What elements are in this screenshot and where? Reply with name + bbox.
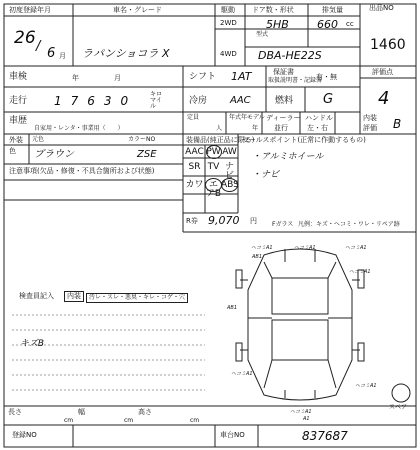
color-label: 色 (9, 147, 16, 155)
spare-label: スペア (389, 404, 408, 411)
handle-value: 左・右 (307, 124, 328, 132)
damage-mark-4: ヘコミA1 (345, 245, 367, 251)
doors-shape: 5HB (266, 18, 289, 31)
equipment-sr: SR (188, 162, 201, 172)
capacity-label: 定員 (187, 114, 200, 121)
warranty-value: 有・無 (316, 73, 337, 81)
height-label: 高さ (138, 408, 152, 416)
sales-point-item-2: ・ナビ (252, 170, 280, 180)
airbag-circle (205, 178, 222, 192)
damage-mark-3: AB1 (252, 254, 263, 260)
equipment-pw: PW (206, 147, 221, 157)
interior-sub: 評価 (363, 124, 377, 132)
equipment-aac: AAC (185, 147, 204, 157)
shift-value: 1AT (231, 70, 252, 83)
recycle-label: R券 (186, 217, 198, 225)
equipment-leather: カワ (185, 180, 204, 190)
exterior-label: 外装 (9, 136, 23, 144)
damage-mark-2: ヘコミA1 (294, 245, 316, 251)
recycle-unit: 円 (250, 217, 257, 225)
glass-label: Fガラス (272, 221, 294, 228)
damage-mark-5: AB1 (227, 305, 238, 311)
history-label: 車歴 (9, 116, 28, 126)
reg-slash: / (36, 39, 41, 54)
reg-year: 26 (14, 28, 36, 48)
drive-4wd: 4WD (220, 50, 237, 58)
length-label: 長さ (8, 408, 22, 416)
month-unit: 月 (59, 52, 66, 60)
dealer-value: 並行 (274, 124, 288, 132)
capacity-unit: 人 (216, 125, 223, 132)
mileage-value: 17630 (54, 94, 138, 108)
width-unit: cm (124, 417, 134, 424)
equipment-tv: TV (207, 162, 220, 172)
length-unit: cm (64, 417, 74, 424)
first-reg-label: 初度登録年月 (9, 6, 51, 14)
interior-label: 内装 (363, 114, 377, 122)
cc-unit: cc (346, 20, 354, 28)
score-label: 評価点 (372, 68, 393, 76)
recycle-value: 9,070 (208, 214, 240, 227)
year-model-unit: 年 (252, 125, 259, 132)
color-value: ブラウン (34, 149, 74, 160)
shaken-label: 車検 (9, 72, 28, 82)
score-value: 4 (378, 88, 390, 109)
mileage-label: 走行 (9, 96, 28, 106)
damage-mark-10: A1 (303, 416, 310, 422)
fuel-label: 燃料 (275, 96, 294, 106)
shaken-month-unit: 月 (114, 74, 121, 82)
interior-tag: 内装 (64, 291, 84, 302)
interior-checks: 汚レ・スレ・悪臭・キレ・コゲ・穴 (86, 293, 188, 303)
chassis-label: 車台NO (220, 431, 245, 439)
equipment-abs: ABS (221, 180, 239, 190)
doors-shape-label: ドア数・形状 (252, 6, 294, 14)
equipment-airbag: エアB (205, 180, 222, 199)
model-label: 型式 (256, 31, 269, 38)
pw-circle (206, 145, 222, 159)
damage-mark-9: ヘコミA1 (290, 409, 312, 415)
car-name: ラパンショコラ (82, 47, 159, 60)
dealer-label: ディーラー (266, 114, 301, 122)
fuel-value: G (323, 92, 334, 107)
height-unit: cm (190, 417, 200, 424)
interior-value: B (393, 117, 402, 131)
warranty-label: 保証書 (273, 68, 294, 76)
chassis-value: 837687 (302, 429, 348, 443)
shaken-year-unit: 年 (72, 74, 79, 82)
original-color-label: 元色 (32, 136, 45, 143)
damage-mark-1: ヘコミA1 (251, 245, 273, 251)
notes-title: 注意事項(欠品・修復・不具合箇所および状態) (9, 167, 155, 175)
drive-label: 駆動 (221, 6, 235, 14)
damage-mark-6: ヘコミA1 (349, 269, 371, 275)
sales-point-item-1: ・アルミホイール (252, 152, 324, 162)
mileage-unit: キロマイル (150, 91, 163, 110)
ac-label: 冷房 (189, 96, 208, 106)
ac-value: AAC (230, 95, 251, 106)
damage-mark-7: ヘコミA1 (231, 371, 253, 377)
lot-label: 出品NO (369, 4, 394, 12)
inspector-label: 検査員記入 (19, 292, 54, 300)
damage-mark-8: ヘコミA1 (355, 383, 377, 389)
warranty-sub: 取扱説明書・記録簿 (268, 77, 323, 84)
model-value: DBA-HE22S (258, 49, 322, 62)
lot-number: 1460 (370, 37, 406, 53)
drive-2wd: 2WD (220, 19, 237, 27)
color-no-label: カラーNO (128, 136, 156, 143)
displacement: 660 (317, 18, 338, 31)
reg-month: 6 (47, 46, 56, 61)
name-grade-label: 車名・グレード (113, 6, 162, 14)
glass-codes: 凡例：キズ・ヘコミ・ワレ・リペア跡 (298, 221, 400, 228)
color-no-value: ZSE (137, 149, 157, 160)
handle-label: ハンドル (305, 114, 333, 122)
abs-circle (221, 178, 238, 192)
width-label: 幅 (78, 408, 85, 416)
equipment-navi: ナビ (224, 162, 234, 181)
equipment-title: 装備品(純正品に限る) (186, 136, 255, 144)
reg-no-label: 登録NO (12, 431, 37, 439)
year-model-label: 年式年モデル (229, 114, 265, 121)
history-options: 自家用・レンタ・事業用（ ） (34, 125, 124, 132)
shift-label: シフト (189, 72, 217, 82)
equipment-aw: AW (222, 147, 237, 157)
sales-point-title: セールスポイント(正常に作動するもの) (242, 136, 366, 144)
car-name-mark: X (162, 47, 170, 60)
note-value: キズB (20, 339, 44, 349)
displacement-label: 排気量 (322, 6, 343, 14)
